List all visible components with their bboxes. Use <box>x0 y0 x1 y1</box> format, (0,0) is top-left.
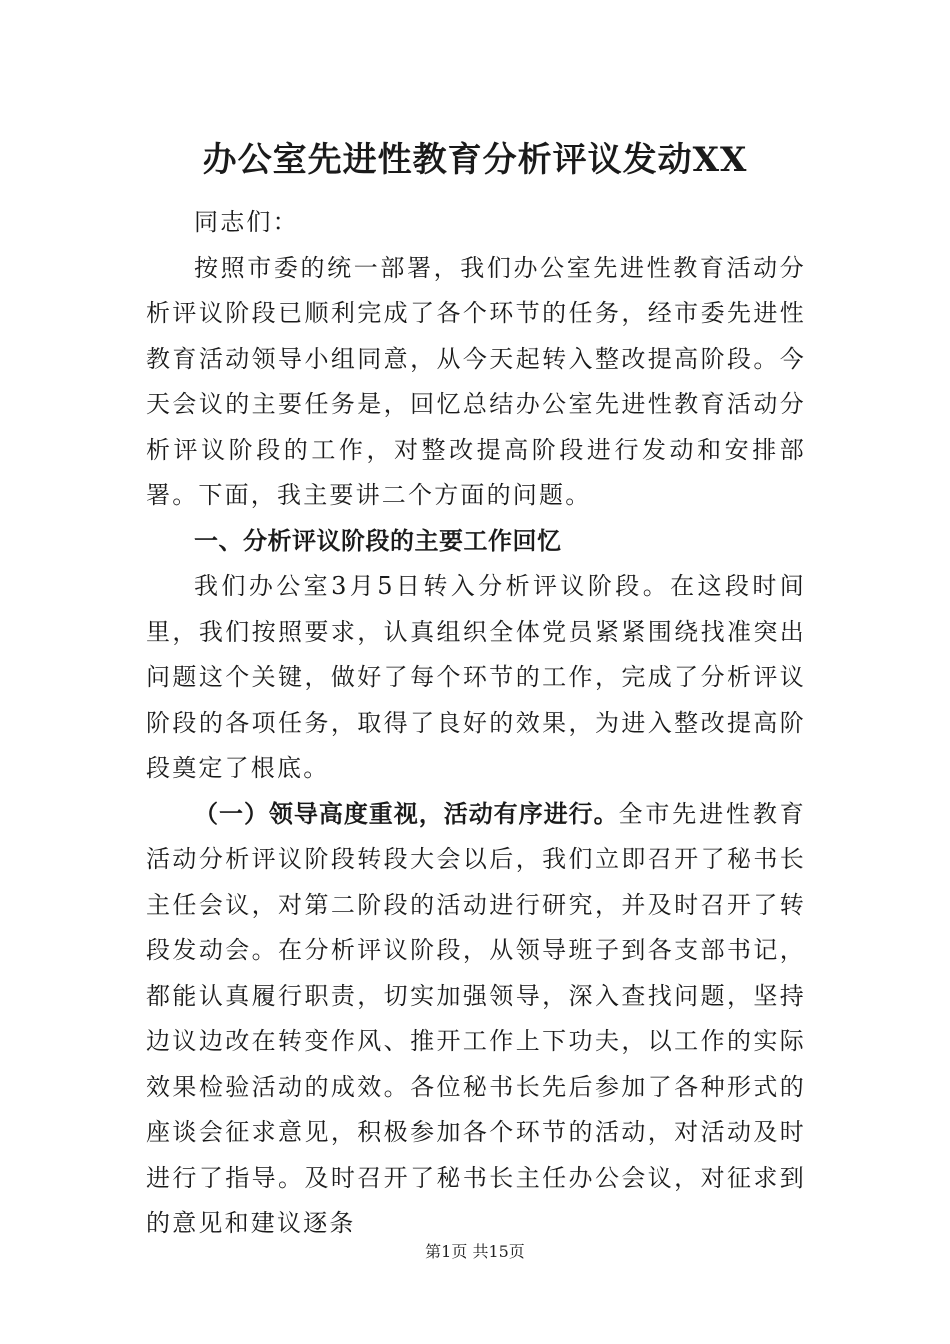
document-title: 办公室先进性教育分析评议发动XX <box>202 140 748 180</box>
page-number-footer: 第1页 共15页 <box>425 1242 525 1261</box>
paragraph: 我们办公室3月5日转入分析评议阶段。在这段时间里，我们按照要求，认真组织全体党员紧紧围绕找准突出问题这个关键，做好了每个环节的工作，完成了分析评议阶段的各项任务，取得了良好的效果，为进入整改提高阶段奠定了根底。 <box>146 572 806 782</box>
section-heading: 一、分析评议阶段的主要工作回忆 <box>194 526 562 555</box>
document-body <box>146 200 806 1247</box>
paragraph: 按照市委的统一部署，我们办公室先进性教育活动分析评议阶段已顺利完成了各个环节的任务，经市委先进性教育活动领导小组同意，从今天起转入整改提高阶段。今天会议的主要任务是，回忆总结办公室先进性教育活动分析评议阶段的工作，对整改提高阶段进行发动和安排部署。下面，我主要讲二个方面的问题。 <box>146 253 806 509</box>
paragraph <box>146 792 806 1247</box>
paragraph-lead: （一）领导高度重视，活动有序进行。 <box>194 799 619 828</box>
greeting: 同志们： <box>194 208 299 236</box>
paragraph-body: 全市先进性教育活动分析评议阶段转段大会以后，我们立即召开了秘书长主任会议，对第二阶段的活动进行研究，并及时召开了转段发动会。在分析评议阶段，从领导班子到各支部书记，都能认真履行职责，切实加强领导，深入查找问题，坚持边议边改在转变作风、推开工作上下功夫，以工作的实际效果检验活动的成效。各位秘书长先后参加了各种形式的座谈会征求意见，积极参加各个环节的活动，对活动及时进行了指导。及时召开了秘书长主任办公会议，对征求到的意见和建议逐条 <box>146 799 806 1237</box>
